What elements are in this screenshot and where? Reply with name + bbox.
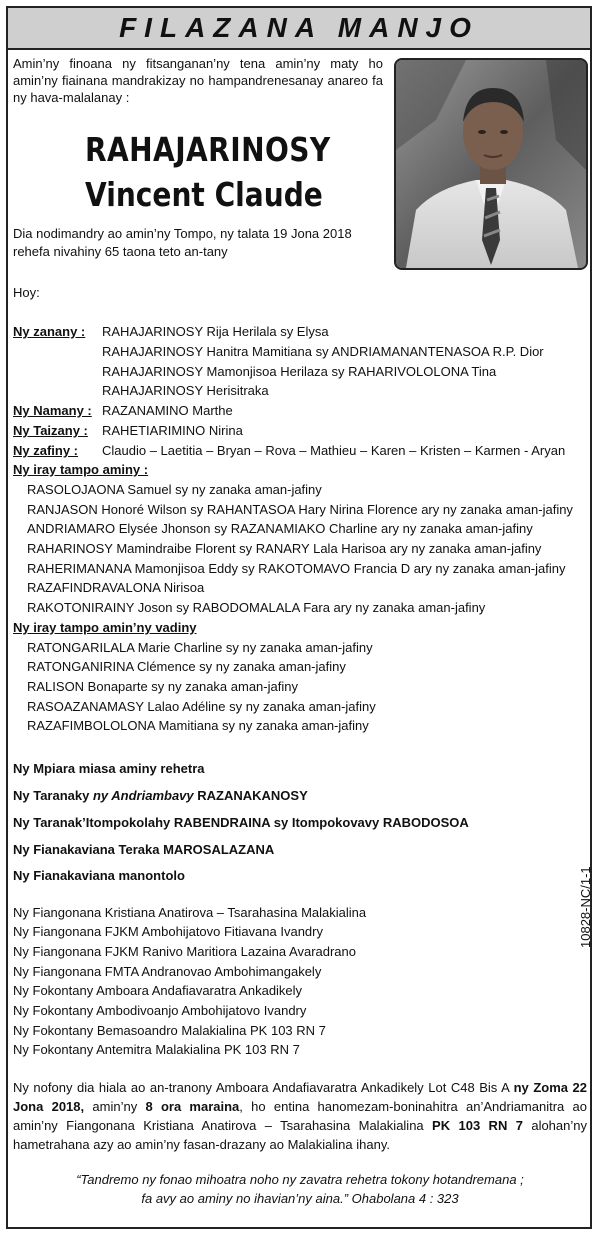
deceased-portrait-photo <box>394 58 588 270</box>
funeral-details: Ny nofony dia hiala ao an-tranony Amboara Andafiavaratra Ankadikely Lot C48 Bis A ny Zoma 22 Jona 2018, amin’ny 8 ora maraina, ho entina hanomezam-boninahitra an’Andriamanitra ao amin’ny Fiangonana Kristiana Anatirova – Tsarahasina Malakialina PK 103 RN 7 alohan’ny hametrahana azy ao amin’ny fasan-drazany ao Malakialina ihany. <box>13 1080 587 1152</box>
namany-label: Ny Namany : <box>13 403 92 418</box>
hoy-text: Hoy: <box>13 285 40 300</box>
community-line: Ny Fokontany Bemasoandro Malakialina PK 103 RN 7 <box>13 1023 326 1038</box>
descendants-itompo-line: Ny Taranak’Itompokolahy RABENDRAINA sy Itompokovavy RABODOSOA <box>13 815 469 830</box>
community-line: Ny Fiangonana FJKM Ambohijatovo Fitiavana Ivandry <box>13 924 323 939</box>
family-teraka-line: Ny Fianakaviana Teraka MAROSALAZANA <box>13 842 275 857</box>
deceased-given-names: Vincent Claude <box>85 175 323 214</box>
taizany-value: RAHETIARIMINO Nirina <box>102 423 243 438</box>
spouse-siblings-label: Ny iray tampo amin’ny vadiny <box>13 620 197 635</box>
taizany-label: Ny Taizany : <box>13 423 88 438</box>
community-line: Ny Fiangonana FMTA Andranovao Ambohimangakely <box>13 964 322 979</box>
sibling-line: RAHERIMANANA Mamonjisoa Eddy sy RAKOTOMAVO Francia D ary ny zanaka aman-jafiny <box>27 561 566 576</box>
reference-code: 10828-NC/1-1 <box>578 866 593 948</box>
notice-title: FILAZANA MANJO <box>119 12 479 43</box>
spouse-sibling-line: RASOAZANAMASY Lalao Adéline sy ny zanaka aman-jafiny <box>27 699 376 714</box>
sibling-line: RAHARINOSY Mamindraibe Florent sy RANARY Lala Harisoa ary ny zanaka aman-jafiny <box>27 541 542 556</box>
community-line: Ny Fokontany Ambodivoanjo Ambohijatovo Ivandry <box>13 1003 307 1018</box>
children-label: Ny zanany : <box>13 324 86 339</box>
community-line: Ny Fokontany Antemitra Malakialina PK 103 RN 7 <box>13 1042 300 1057</box>
sibling-line: RAZAFINDRAVALONA Nirisoa <box>27 580 205 595</box>
notice-header <box>8 8 590 50</box>
sibling-line: RAKOTONIRAINY Joson sy RABODOMALALA Fara ary ny zanaka aman-jafiny <box>27 600 486 615</box>
grandchildren-value: Claudio – Laetitia – Bryan – Rova – Mathieu – Karen – Kristen – Karmen - Aryan <box>102 443 566 458</box>
siblings-label: Ny iray tampo aminy : <box>13 462 149 477</box>
colleagues-line: Ny Mpiara miasa aminy rehetra <box>13 761 205 776</box>
spouse-sibling-line: RATONGARILALA Marie Charline sy ny zanaka aman-jafiny <box>27 640 373 655</box>
intro-text: Amin’ny finoana ny fitsanganan’ny tena amin’ny maty ho amin’ny fiainana mandrakizay no hampandrenesanay anareo fa ny hava-malalanay : <box>13 56 383 105</box>
death-announcement: Dia nodimandry ao amin’ny Tompo, ny talata 19 Jona 2018 rehefa nivahiny 65 taona teto an-tany <box>13 226 352 259</box>
sibling-line: ANDRIAMARO Elysée Jhonson sy RAZANAMIAKO Charline ary ny zanaka aman-jafiny <box>27 521 533 536</box>
children-line: RAHAJARINOSY Mamonjisoa Herilaza sy RAHARIVOLOLONA Tina <box>102 364 497 379</box>
grandchildren-label: Ny zafiny : <box>13 443 79 458</box>
sibling-line: RASOLOJAONA Samuel sy ny zanaka aman-jafiny <box>27 482 322 497</box>
quote-line: fa avy ao aminy no ihavian’ny aina.” Ohabolana 4 : 323 <box>141 1191 459 1206</box>
descendants-line: Ny Taranaky ny Andriambavy RAZANAKANOSY <box>13 788 308 803</box>
spouse-sibling-line: RALISON Bonaparte sy ny zanaka aman-jafiny <box>27 679 298 694</box>
spouse-sibling-line: RAZAFIMBOLOLONA Mamitiana sy ny zanaka aman-jafiny <box>27 718 369 733</box>
namany-value: RAZANAMINO Marthe <box>102 403 233 418</box>
quote-line: “Tandremo ny fonao mihoatra noho ny zavatra rehetra tokony hotandremana ; <box>76 1172 524 1187</box>
closing-quote <box>13 1170 587 1208</box>
deceased-surname: RAHAJARINOSY <box>85 130 331 169</box>
community-line: Ny Fiangonana Kristiana Anatirova – Tsarahasina Malakialina <box>13 905 367 920</box>
sibling-line: RANJASON Honoré Wilson sy RAHANTASOA Hary Nirina Florence ary ny zanaka aman-jafiny <box>27 502 573 517</box>
children-line: RAHAJARINOSY Herisitraka <box>102 383 269 398</box>
family-all-line: Ny Fianakaviana manontolo <box>13 868 185 883</box>
spouse-sibling-line: RATONGANIRINA Clémence sy ny zanaka aman-jafiny <box>27 659 346 674</box>
community-line: Ny Fiangonana FJKM Ranivo Maritiora Lazaina Avaradrano <box>13 944 356 959</box>
children-line: RAHAJARINOSY Hanitra Mamitiana sy ANDRIAMANANTENASOA R.P. Dior <box>102 344 544 359</box>
children-line: RAHAJARINOSY Rija Herilala sy Elysa <box>102 324 329 339</box>
community-line: Ny Fokontany Amboara Andafiavaratra Ankadikely <box>13 983 303 998</box>
